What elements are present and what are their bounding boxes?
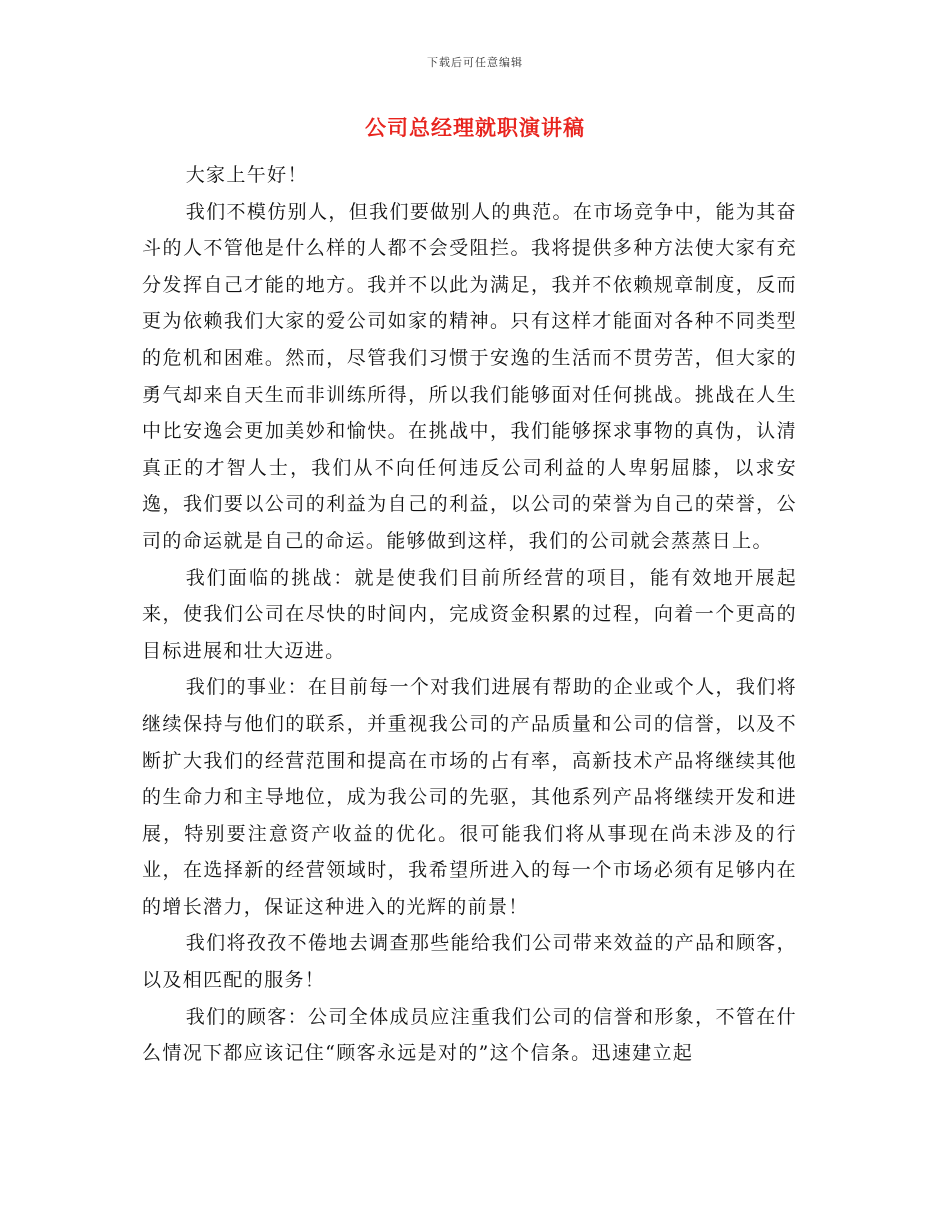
document-title: 公司总经理就职演讲稿 <box>365 115 585 140</box>
paragraph-intro: 我们不模仿别人，但我们要做别人的典范。在市场竞争中，能为其奋斗的人不管他是什么样的人都不会受阻拦。我将提供多种方法使大家有充分发挥自己才能的地方。我并不以此为满足，我并不依赖规章制度，反而更为依赖我们大家的爱公司如家的精神。只有这样才能面对各种不同类型的危机和困难。然而，尽管我们习惯于安逸的生活而不贯劳苦，但大家的勇气却来自天生而非训练所得，所以我们能够面对任何挑战。挑战在人生中比安逸会更加美妙和愉快。在挑战中，我们能够探求事物的真伪，认清真正的才智人士，我们从不向任何违反公司利益的人卑躬屈膝，以求安逸，我们要以公司的利益为自己的利益，以公司的荣誉为自己的荣誉，公司的命运就是自己的命运。能够做到这样，我们的公司就会蒸蒸日上。 <box>142 200 797 552</box>
paragraph-business: 我们的事业：在目前每一个对我们进展有帮助的企业或个人，我们将继续保持与他们的联系，并重视我公司的产品质量和公司的信誉，以及不断扩大我们的经营范围和提高在市场的占有率，高新技术产品将继续其他的生命力和主导地位，成为我公司的先驱，其他系列产品将继续开发和进展，特别要注意资产收益的优化。很可能我们将从事现在尚未涉及的行业，在选择新的经营领域时，我希望所进入的每一个市场必须有足够内在的增长潜力，保证这种进入的光辉的前景！ <box>142 676 797 918</box>
paragraph-customers: 我们的顾客：公司全体成员应注重我们公司的信誉和形象，不管在什么情况下都应该记住“顾客永远是对的”这个信条。迅速建立起 <box>142 1005 797 1065</box>
paragraph-challenge: 我们面临的挑战：就是使我们目前所经营的项目，能有效地开展起来，使我们公司在尽快的时间内，完成资金积累的过程，向着一个更高的目标进展和壮大迈进。 <box>142 566 797 662</box>
paragraph-investigation: 我们将孜孜不倦地去调查那些能给我们公司带来效益的产品和顾客，以及相匹配的服务！ <box>142 932 797 992</box>
header-note: 下载后可任意编辑 <box>427 56 523 69</box>
paragraph-greeting: 大家上午好！ <box>185 164 308 186</box>
document-body <box>142 157 797 1072</box>
